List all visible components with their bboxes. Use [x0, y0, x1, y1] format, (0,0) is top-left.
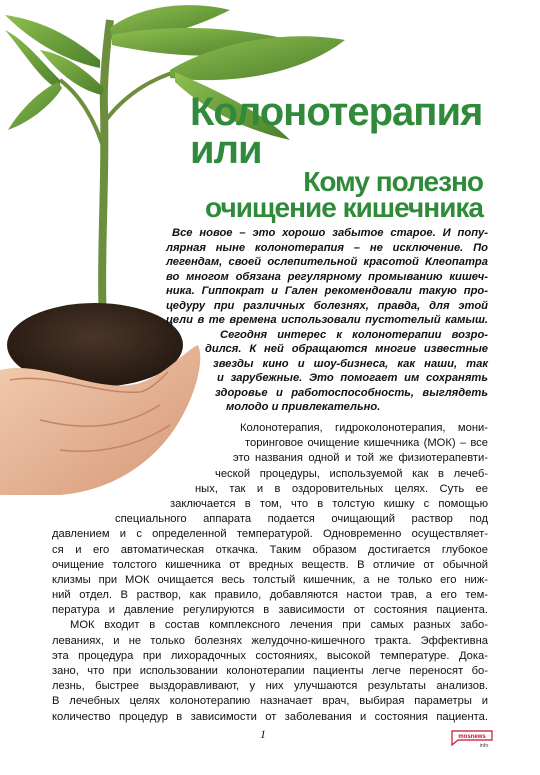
body-line: Колонотерапия, гидроколонотерапия, мони-	[240, 422, 488, 434]
intro-paragraph	[0, 226, 490, 415]
body-line: ся и его автоматическая откачка. Таким образом достигается глубокое	[52, 543, 488, 556]
body-line: В лечебных целях колонотерапию назначает врач, выбирая параметры и	[52, 695, 488, 708]
title-line-1: Колонотерапия	[190, 90, 483, 134]
body-line: пература и давление регулируются в зависимости от состояния пациента.	[52, 604, 488, 617]
body-line: ний отдел. В раствор, как правило, добавляются настои трав, а его тем-	[52, 589, 488, 602]
intro-line: звезды кино и шоу-бизнеса, как наши, так	[213, 357, 488, 370]
body-line: очищение толстого кишечника от вредных веществ. В отличие от обычной	[52, 558, 488, 571]
body-line: торинговое очищение кишечника (МОК) – все	[245, 437, 488, 450]
title-line-2: или	[190, 128, 262, 172]
intro-line: Все новое – это хорошо забытое старое. И попу-	[172, 227, 488, 239]
subtitle-line-1: Кому полезно	[303, 166, 483, 197]
intro-line: Сегодня интерес к колонотерапии возро-	[220, 328, 488, 341]
body-line: МОК входит в состав комплексного лечения при самых разных забо-	[70, 619, 488, 632]
intro-line: и зарубежные. Это помогает им сохранять	[217, 372, 488, 384]
body-line: специального аппарата подается очищающий раствор под	[115, 513, 488, 526]
logo-top-text: mosnews	[458, 734, 486, 740]
body-line: эта процедура при лихорадочных состояниях, высокой температуре. Дока-	[52, 649, 488, 662]
logo-bottom-text: info	[479, 743, 489, 748]
subtitle-line-2: очищение кишечника	[205, 192, 483, 223]
intro-line: дился. К ней обращаются многие известные	[205, 343, 488, 355]
mosnews-logo	[450, 728, 494, 748]
intro-line: цедуру при различных болезнях, правда, для этой	[166, 299, 488, 312]
body-line: лезнь, быстрее выздоравливают, у них улучшаются результаты анализов.	[52, 680, 488, 693]
body-line: давлением и с определенной температурой. Одновременно осуществляет-	[52, 528, 488, 541]
body-line: леваниях, и не только болезнях желудочно-кишечного тракта. Эффективна	[52, 634, 488, 647]
page-number: 1	[260, 727, 266, 741]
body-line: это названия одной и той же физиотерапевти-	[233, 452, 488, 465]
intro-line: молодо и привлекательно.	[226, 401, 381, 413]
intro-line: во многом обязана регулярному промыванию кишеч-	[166, 270, 488, 283]
body-line: количество процедур в зависимости от заболевания и состояния пациента.	[52, 710, 488, 723]
intro-line: цели в те времена использовали пустотелый камыш.	[166, 314, 488, 326]
intro-line: здоровье и работоспособность, выглядеть	[215, 386, 488, 399]
body-line: клизмы при МОК очищается весь толстый кишечник, а не только его ниж-	[52, 573, 488, 586]
intro-line: лярная ныне колонотерапия – не исключение. По	[166, 241, 488, 254]
article-body	[0, 421, 490, 725]
body-line: зано, что при использовании колонотерапии пациенты легче переносят бо-	[52, 665, 488, 677]
body-line: ческой процедуры, используемой как в лечеб-	[215, 467, 488, 480]
body-line: заключается в том, что в толстую кишку с помощью	[170, 497, 488, 510]
body-line: ных, так и в оздоровительных целях. Суть ее	[195, 482, 488, 495]
intro-line: ника. Гиппократ и Гален рекомендовали такую про-	[166, 285, 488, 297]
intro-line: легендам, своей ослепительной красотой Клеопатра	[166, 256, 488, 268]
